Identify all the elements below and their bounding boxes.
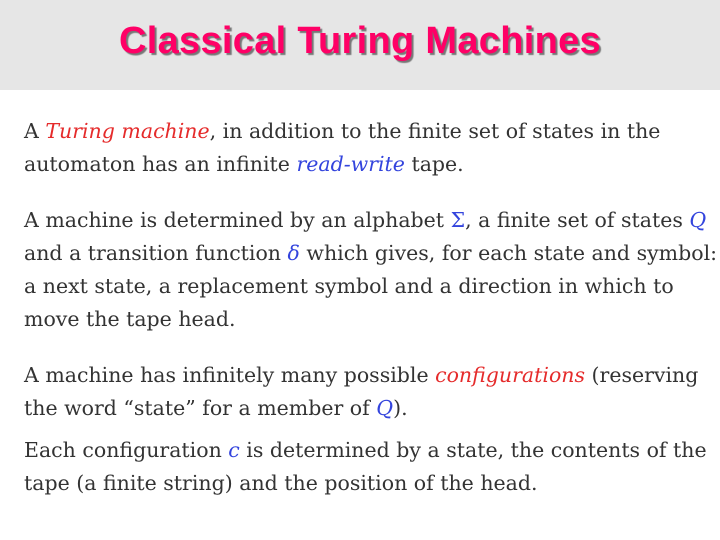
text-line bbox=[24, 392, 704, 425]
term-configurations: configurations bbox=[435, 363, 586, 387]
text-run: which gives, for each state and symbol: bbox=[299, 241, 718, 265]
term-turing-machine: Turing machine bbox=[45, 119, 210, 143]
text-run: , in addition to the finite set of states in the bbox=[209, 119, 661, 143]
text-line bbox=[24, 204, 707, 237]
text-line: a next state, a replacement symbol and a direction in which to bbox=[24, 274, 674, 298]
text-run: ). bbox=[393, 396, 408, 420]
text-line bbox=[24, 148, 704, 181]
math-q: Q bbox=[376, 396, 394, 420]
text-run: automaton has an infinite bbox=[24, 152, 297, 176]
text-run: the word “state” for a member of bbox=[24, 396, 377, 420]
slide-title: Classical Turing Machines bbox=[119, 20, 601, 62]
text-run: and a transition function bbox=[24, 241, 288, 265]
paragraph-configuration-determined bbox=[24, 434, 707, 500]
paragraph-configurations bbox=[24, 359, 704, 425]
paragraph-turing-machine bbox=[24, 115, 704, 181]
math-sigma: Σ bbox=[450, 208, 466, 232]
text-run: (reserving bbox=[585, 363, 699, 387]
slide-header bbox=[0, 0, 720, 90]
math-delta: δ bbox=[287, 241, 300, 265]
math-q: Q bbox=[689, 208, 707, 232]
text-line: tape (a finite string) and the position of the head. bbox=[24, 471, 538, 495]
math-c: c bbox=[228, 438, 240, 462]
text-line bbox=[24, 359, 704, 392]
text-run: A machine has infinitely many possible bbox=[24, 363, 436, 387]
text-line bbox=[24, 434, 707, 467]
text-run: A bbox=[24, 119, 46, 143]
text-line bbox=[24, 115, 704, 148]
text-line: move the tape head. bbox=[24, 307, 236, 331]
slide-body bbox=[24, 115, 718, 523]
paragraph-machine-definition bbox=[24, 204, 718, 336]
text-line bbox=[24, 237, 718, 270]
text-run: A machine is determined by an alphabet bbox=[24, 208, 451, 232]
text-run: tape. bbox=[404, 152, 464, 176]
text-run: , a finite set of states bbox=[465, 208, 690, 232]
text-run: is determined by a state, the contents of the bbox=[239, 438, 707, 462]
text-run: Each configuration bbox=[24, 438, 229, 462]
term-read-write: read-write bbox=[296, 152, 405, 176]
